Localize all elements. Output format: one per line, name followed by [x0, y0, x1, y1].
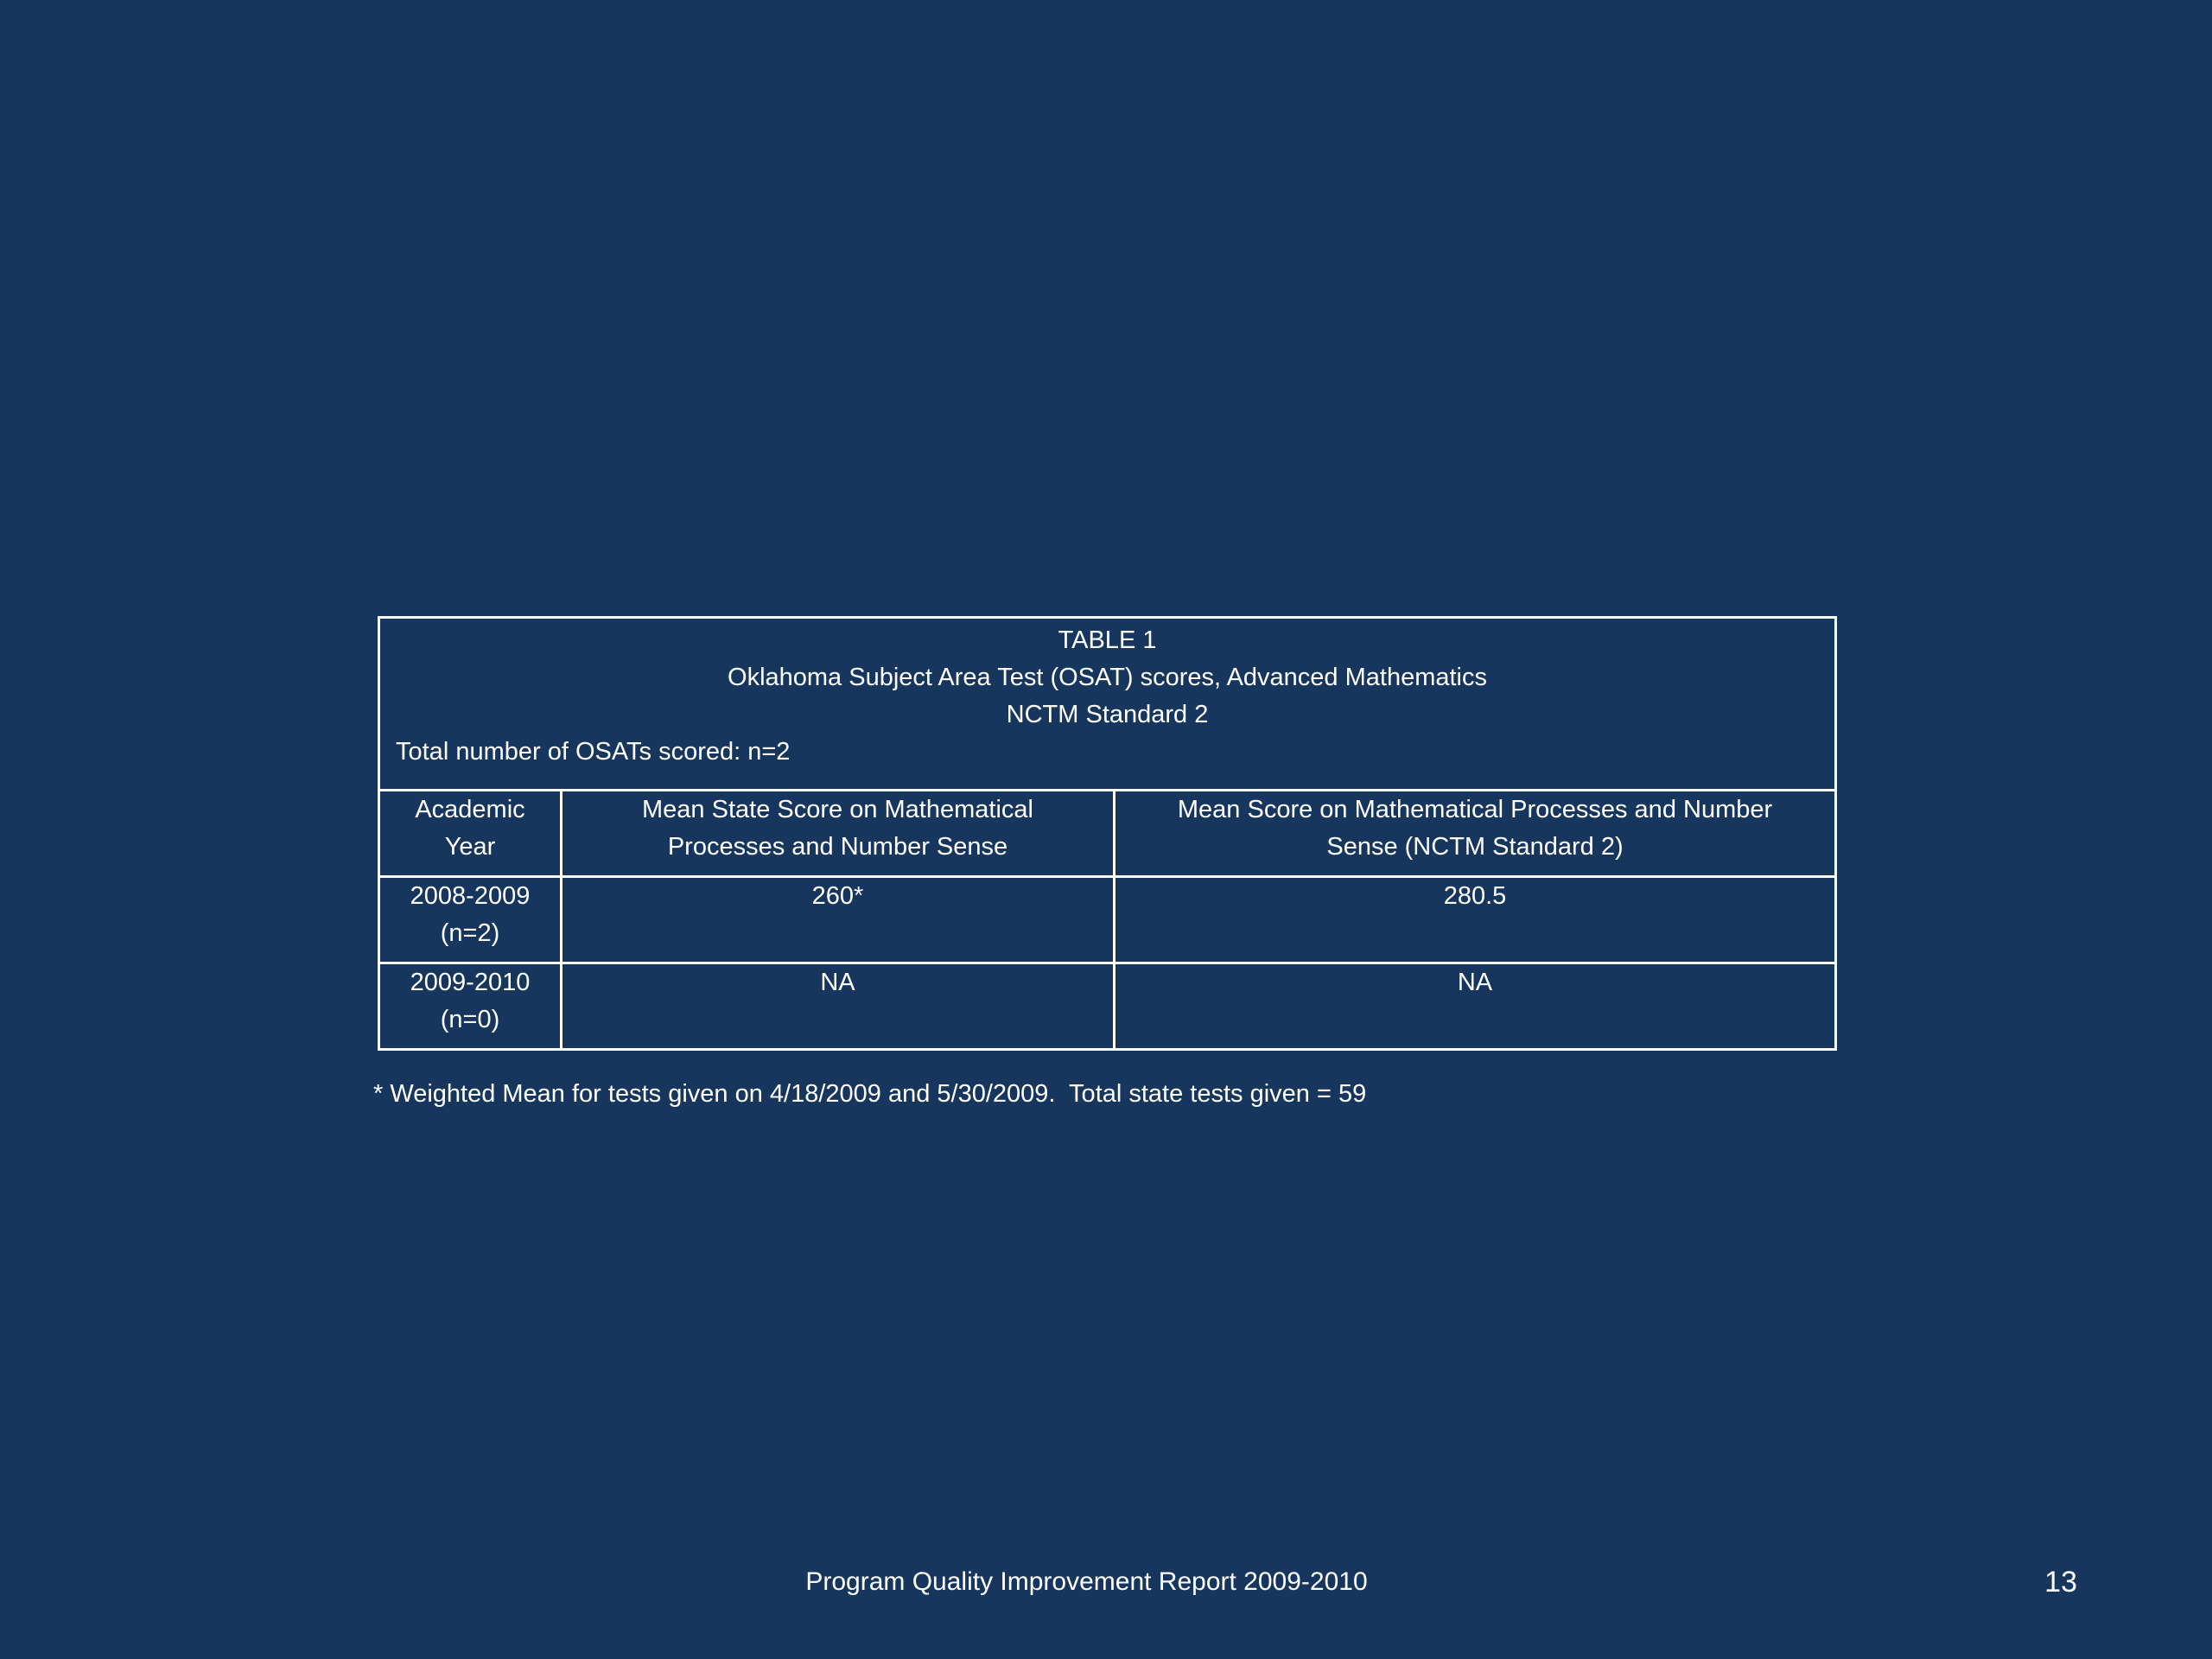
table-label: TABLE 1	[1058, 626, 1157, 654]
table-caption	[379, 618, 1836, 791]
osat-scores-table	[378, 616, 1837, 1051]
table-footnote: * Weighted Mean for tests given on 4/18/2009 and 5/30/2009. Total state tests given = 59	[373, 1080, 1367, 1108]
cell-mean-score: 280.5	[1115, 877, 1836, 963]
header-mean-state-score: Mean State Score on Mathematical Processes and Number Sense	[562, 791, 1115, 877]
cell-academic-year: 2009-2010 (n=0)	[379, 963, 562, 1050]
page-number: 13	[2044, 1566, 2077, 1599]
table-total-count: Total number of OSATs scored: n=2	[396, 738, 791, 766]
cell-academic-year: 2008-2009 (n=2)	[379, 877, 562, 963]
slide-footer: Program Quality Improvement Report 2009-2010	[805, 1567, 1368, 1596]
table-title: Oklahoma Subject Area Test (OSAT) scores, Advanced Mathematics	[728, 664, 1487, 691]
table-standard: NCTM Standard 2	[1006, 701, 1209, 728]
cell-mean-score: NA	[1115, 963, 1836, 1050]
table-row	[379, 877, 1836, 963]
header-academic-year: Academic Year	[379, 791, 562, 877]
table-header-row	[379, 791, 1836, 877]
cell-mean-state-score: NA	[562, 963, 1115, 1050]
cell-mean-state-score: 260*	[562, 877, 1115, 963]
table-row	[379, 963, 1836, 1050]
table-caption-row	[379, 618, 1836, 791]
header-mean-score: Mean Score on Mathematical Processes and Number Sense (NCTM Standard 2)	[1115, 791, 1836, 877]
